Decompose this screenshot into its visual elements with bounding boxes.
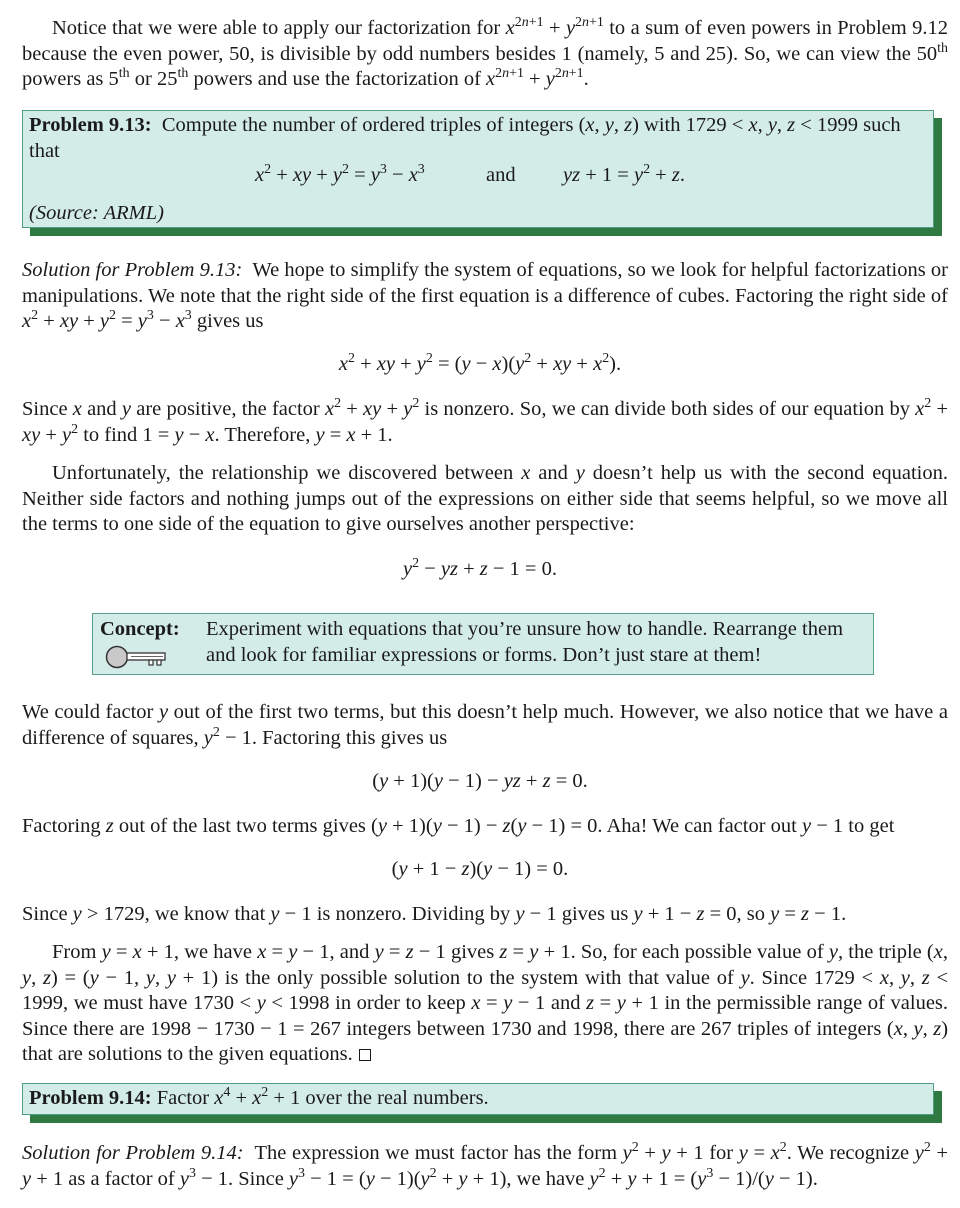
solution-9-13-paragraph-5: Factoring z out of the last two terms gives (y + 1)(y − 1) − z(y − 1) = 0. Aha! We can factor out y − 1 to get (22, 815, 895, 837)
solution-9-14-heading: Solution for Problem 9.14: (22, 1142, 244, 1164)
equation-factored: (y + 1 − z)(y − 1) = 0. (391, 858, 569, 880)
intro-paragraph: Notice that we were able to apply our factorization for $x^{2n+1} + y^{2n+1}$ to a sum of even powers in Problem 9.12 because the even power, 50, is divisible by odd numbers besides 1 (namely, 5 and 25). So, we can view the 50th powers as 5th or 25th powers and use the factorization of $x^{2n+1} + y^{2n+1}$. (22, 15, 948, 90)
equation-rearranged: $y^2$ − yz + z − 1 = 0. (402, 556, 557, 580)
problem-9-14-box (22, 1083, 934, 1115)
solution-9-13-paragraph-3: Unfortunately, the relationship we discovered between x and y doesn’t help us with the second equation. Neither side factors and nothing jumps out of the expressions on either side that seems helpful, so we move all the terms to one side of the equation to give ourselves another perspective: (22, 462, 948, 535)
equation-difference-of-cubes: $x^2$ + xy + $y^2 = (y - x)(y^2$ + xy + $x^2$). (338, 351, 622, 375)
problem-9-14-statement: Problem 9.14: Factor $x^4 + x^2 + 1$ over the real numbers. (29, 1085, 489, 1109)
problem-9-13-box (22, 110, 934, 228)
solution-9-13-paragraph-2: Since x and y are positive, the factor $x^2$ + xy + $y^2$ is nonzero. So, we can divide both sides of our equation by $x^2$ + xy + $y^2$ to find 1 = y − x. Therefore, y = x + 1. (22, 396, 949, 446)
concept-text: Experiment with equations that you’re unsure how to handle. Rearrange them and look for familiar expressions or forms. Don’t just stare at them! (206, 618, 844, 666)
solution-9-13-paragraph-4: We could factor y out of the first two terms, but this doesn’t help much. However, we also notice that we have a difference of squares, $y^2 - 1$. Factoring this gives us (22, 701, 948, 749)
solution-9-13-paragraph-6: Since y > 1729, we know that y − 1 is nonzero. Dividing by y − 1 gives us y + 1 − z = 0, so y = z − 1. (22, 903, 847, 925)
problem-9-13-equation-2: yz + $1 = y^2 + z$. (563, 162, 685, 186)
problem-9-13-statement: Problem 9.13: Compute the number of ordered triples of integers (x, y, z) with 1729 < x, y, z < 1999 such that (29, 114, 901, 162)
concept-box (92, 613, 874, 675)
problem-9-13-source: (Source: ARML) (29, 202, 164, 224)
solution-9-13-paragraph-7: From y = x + 1, we have x = y − 1, and y = z − 1 gives z = y + 1. So, for each possible value of y, the triple (x, y, z) = (y − 1, y, y + 1) is the only possible solution to the system with that value of y. Since 1729 < x, y, z < 1999, we must have 1730 < y < 1998 in order to keep x = y − 1 and z = y + 1 in the permissible range of values. Since there are 1998 − 1730 − 1 = 267 integers between 1730 and 1998, there are 267 triples of integers (x, y, z) that are solutions to the given equations. (22, 941, 949, 1065)
problem-9-13-label: Problem 9.13: (29, 114, 152, 136)
problem-9-13-equation-1: $x^2$ + xy + $y^2 = y^3 - x^3$ (255, 162, 425, 186)
solution-9-14-paragraph: Solution for Problem 9.14: The expression we must factor has the form $y^2 + y + 1$ for $y = x^2$. We recognize $y^2 + y + 1$ as a factor of $y^3 - 1$. Since $y^3 - 1 = (y - 1)(y^2 + y + 1)$, we have $y^2 + y + 1 = (y^3 - 1)/(y - 1)$. (22, 1140, 949, 1190)
problem-9-13-and: and (486, 164, 516, 186)
solution-9-13-intro: Solution for Problem 9.13: We hope to simplify the system of equations, so we look for helpful factorizations or manipulations. We note that the right side of the first equation is a difference of cubes. Factoring the right side of $x^2$ + xy + $y^2 = y^3 - x^3$ gives us (22, 259, 948, 332)
key-icon (105, 644, 169, 670)
solution-9-13-heading: Solution for Problem 9.13: (22, 259, 243, 281)
qed-square-icon (359, 1049, 371, 1061)
problem-9-14-label: Problem 9.14: (29, 1087, 152, 1109)
equation-difference-of-squares: (y + 1)(y − 1) − yz + z = 0. (372, 770, 588, 792)
concept-label: Concept: (100, 618, 180, 640)
